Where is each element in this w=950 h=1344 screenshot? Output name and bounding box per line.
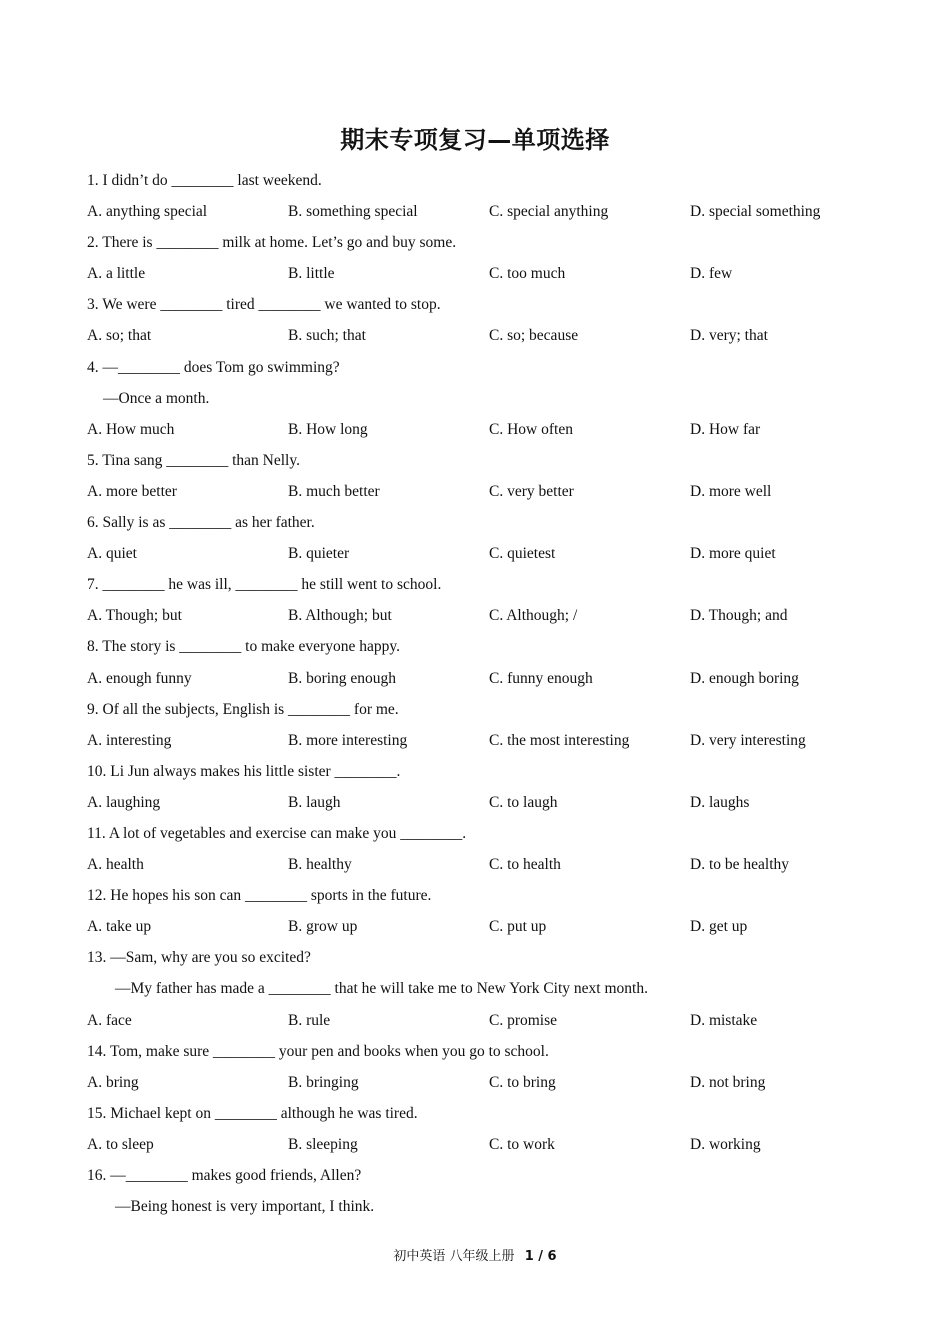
question-stem: 13. —Sam, why are you so excited? bbox=[87, 949, 311, 967]
dialogue-reply: —My father has made a ________ that he will take me to New York City next month. bbox=[115, 980, 648, 998]
option-a: A. face bbox=[87, 1011, 132, 1029]
option-b: B. boring enough bbox=[288, 669, 397, 687]
question-stem: 1. I didn’t do ________ last weekend. bbox=[87, 172, 322, 189]
question-item bbox=[87, 1101, 887, 1163]
options-row bbox=[87, 541, 887, 572]
option-b: B. much better bbox=[288, 482, 380, 500]
option-a: A. anything special bbox=[87, 203, 208, 221]
options-row bbox=[87, 199, 887, 230]
option-c: C. How often bbox=[489, 420, 573, 438]
question-stem: 9. Of all the subjects, English is ________ for me. bbox=[87, 700, 399, 718]
option-d: D. very interesting bbox=[690, 731, 806, 749]
option-b: B. something special bbox=[288, 203, 418, 221]
question-stem: 6. Sally is as ________ as her father. bbox=[87, 514, 315, 532]
question-item bbox=[87, 448, 887, 510]
options-row bbox=[87, 1008, 887, 1039]
options-row bbox=[87, 666, 887, 697]
option-c: C. promise bbox=[489, 1011, 558, 1029]
question-item bbox=[87, 634, 887, 696]
option-a: A. Though; but bbox=[87, 607, 182, 625]
options-row bbox=[87, 1070, 887, 1101]
footer-course: 初中英语 八年级上册 bbox=[393, 1249, 515, 1264]
options-row bbox=[87, 914, 887, 945]
question-item bbox=[87, 510, 887, 572]
options-row bbox=[87, 323, 887, 354]
question-stem: 10. Li Jun always makes his little sister ________. bbox=[87, 762, 401, 780]
option-b: B. such; that bbox=[288, 327, 366, 345]
option-b: B. healthy bbox=[288, 856, 352, 874]
option-b: B. more interesting bbox=[288, 731, 408, 749]
question-stem: 8. The story is ________ to make everyone happy. bbox=[87, 638, 400, 656]
question-item bbox=[87, 1163, 887, 1225]
question-item bbox=[87, 355, 887, 448]
option-d: D. more well bbox=[690, 482, 772, 500]
option-d: D. more quiet bbox=[690, 545, 776, 563]
question-stem: 11. A lot of vegetables and exercise can make you ________. bbox=[87, 824, 467, 842]
option-d: D. How far bbox=[690, 420, 761, 438]
options-row bbox=[87, 479, 887, 510]
option-c: C. to laugh bbox=[489, 793, 558, 811]
option-c: C. very better bbox=[489, 482, 574, 500]
option-a: A. a little bbox=[87, 265, 146, 283]
question-stem: 16. —________ makes good friends, Allen? bbox=[87, 1167, 362, 1184]
options-row bbox=[87, 261, 887, 292]
question-stem: 2. There is ________ milk at home. Let’s go and buy some. bbox=[87, 234, 457, 252]
question-item bbox=[87, 883, 887, 945]
question-item bbox=[87, 759, 887, 821]
question-item bbox=[87, 1039, 887, 1101]
option-c: C. funny enough bbox=[489, 669, 593, 687]
dialogue-reply: —Being honest is very important, I think. bbox=[115, 1198, 375, 1216]
question-item bbox=[87, 230, 887, 292]
option-c: C. too much bbox=[489, 265, 566, 283]
question-item bbox=[87, 821, 887, 883]
options-row bbox=[87, 852, 887, 883]
options-row bbox=[87, 603, 887, 634]
question-stem: 12. He hopes his son can ________ sports in the future. bbox=[87, 887, 432, 905]
option-b: B. grow up bbox=[288, 918, 358, 936]
options-row bbox=[87, 1132, 887, 1163]
option-a: A. health bbox=[87, 856, 144, 874]
question-stem: 7. ________ he was ill, ________ he still went to school. bbox=[87, 576, 442, 594]
option-a: A. quiet bbox=[87, 545, 137, 563]
option-c: C. Although; / bbox=[489, 607, 578, 625]
options-row bbox=[87, 417, 887, 448]
options-row bbox=[87, 728, 887, 759]
option-c: C. the most interesting bbox=[489, 731, 630, 749]
option-d: D. get up bbox=[690, 918, 748, 936]
option-c: C. special anything bbox=[489, 203, 609, 221]
option-a: A. so; that bbox=[87, 327, 152, 345]
question-stem: 4. —________ does Tom go swimming? bbox=[87, 358, 340, 376]
option-a: A. more better bbox=[87, 482, 177, 500]
page-number: 1 / 6 bbox=[524, 1249, 557, 1264]
option-d: D. Though; and bbox=[690, 607, 788, 625]
question-item bbox=[87, 572, 887, 634]
option-a: A. How much bbox=[87, 420, 175, 438]
option-d: D. few bbox=[690, 265, 733, 283]
question-stem: 14. Tom, make sure ________ your pen and books when you go to school. bbox=[87, 1042, 549, 1060]
option-b: B. quieter bbox=[288, 545, 350, 563]
question-item bbox=[87, 697, 887, 759]
option-b: B. How long bbox=[288, 420, 368, 438]
option-b: B. Although; but bbox=[288, 607, 392, 625]
page-title: 期末专项复习—单项选择 bbox=[340, 126, 610, 154]
options-row bbox=[87, 790, 887, 821]
question-stem: 3. We were ________ tired ________ we wanted to stop. bbox=[87, 296, 441, 314]
option-b: B. sleeping bbox=[288, 1135, 358, 1153]
option-d: D. not bring bbox=[690, 1073, 766, 1091]
question-item bbox=[87, 945, 887, 1038]
question-stem: 5. Tina sang ________ than Nelly. bbox=[87, 451, 300, 469]
dialogue-reply: —Once a month. bbox=[103, 389, 210, 407]
option-a: A. enough funny bbox=[87, 669, 192, 687]
option-c: C. to bring bbox=[489, 1073, 556, 1091]
option-a: A. laughing bbox=[87, 793, 161, 811]
option-b: B. bringing bbox=[288, 1073, 359, 1091]
option-a: A. to sleep bbox=[87, 1135, 154, 1153]
question-stem: 15. Michael kept on ________ although he was tired. bbox=[87, 1104, 418, 1122]
option-a: A. interesting bbox=[87, 731, 172, 749]
option-d: D. enough boring bbox=[690, 669, 799, 687]
option-d: D. to be healthy bbox=[690, 856, 790, 874]
question-list bbox=[87, 168, 887, 1225]
option-a: A. bring bbox=[87, 1073, 139, 1091]
option-a: A. take up bbox=[87, 918, 152, 936]
option-d: D. very; that bbox=[690, 327, 768, 345]
option-c: C. put up bbox=[489, 918, 547, 936]
question-item bbox=[87, 292, 887, 354]
option-c: C. so; because bbox=[489, 327, 579, 345]
question-item bbox=[87, 168, 887, 230]
option-c: C. to work bbox=[489, 1135, 555, 1153]
option-c: C. quietest bbox=[489, 545, 556, 563]
option-d: D. mistake bbox=[690, 1011, 758, 1029]
option-b: B. laugh bbox=[288, 793, 341, 811]
page-footer bbox=[0, 1245, 950, 1264]
option-c: C. to health bbox=[489, 856, 561, 874]
option-b: B. rule bbox=[288, 1011, 331, 1029]
option-d: D. working bbox=[690, 1135, 761, 1153]
option-d: D. special something bbox=[690, 203, 821, 221]
option-b: B. little bbox=[288, 265, 335, 283]
option-d: D. laughs bbox=[690, 793, 750, 811]
